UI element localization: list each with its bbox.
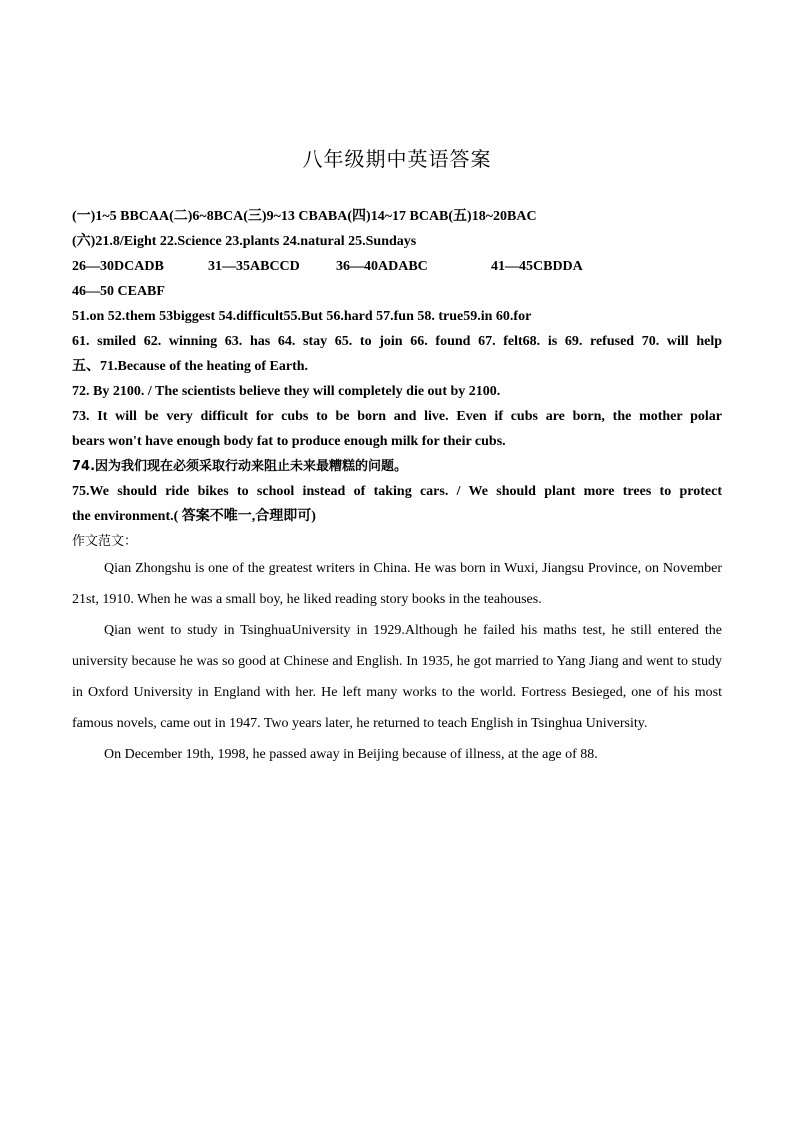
answer-31-35: 31—35ABCCD (208, 259, 300, 274)
answer-line-6: 61. smiled 62. winning 63. has 64. stay 65. to join 66. found 67. felt68. is 69. refused 70. will help (72, 334, 722, 349)
answer-line-4: 46—50 CEABF (72, 284, 165, 299)
model-essay (72, 553, 722, 770)
answer-line-7: 五、71.Because of the heating of Earth. (72, 359, 309, 374)
answer-line-5: 51.on 52.them 53biggest 54.difficult55.But 56.hard 57.fun 58. true59.in 60.for (72, 309, 532, 324)
page-title: 八年级期中英语答案 (302, 147, 492, 171)
answer-line-8: 72. By 2100. / The scientists believe they will completely die out by 2100. (72, 384, 501, 399)
answer-26-30: 26—30DCADB (72, 259, 164, 274)
answer-41-45: 41—45CBDDA (491, 259, 583, 274)
answer-36-40: 36—40ADABC (336, 259, 428, 274)
essay-paragraph-3: On December 19th, 1998, he passed away in Beijing because of illness, at the age of 88. (104, 747, 598, 762)
answer-line-1: (一)1~5 BBCAA(二)6~8BCA(三)9~13 CBABA(四)14~17 BCAB(五)18~20BAC (72, 209, 537, 224)
essay-paragraph-2: Qian went to study in TsinghuaUniversity in 1929.Although he failed his maths test, he still entered the university because he was so good at Chinese and English. In 1935, he got married to Yang Jiang and went to study in Oxford University in England with her. He left many works to the world. Fortress Besieged, one of his most famous novels, came out in 1947. Two years later, he returned to teach English in Tsinghua University. (72, 623, 722, 731)
answer-line-2: (六)21.8/Eight 22.Science 23.plants 24.natural 25.Sundays (72, 234, 417, 249)
answer-line-11: 74.因为我们现在必须采取行动来阻止未来最糟糕的问题。 (72, 459, 408, 474)
answer-line-13: the environment.( 答案不唯一,合理即可) (72, 509, 316, 524)
answer-line-10: bears won't have enough body fat to produce enough milk for their cubs. (72, 434, 506, 449)
answer-line-3 (72, 254, 722, 279)
answer-line-12: 75.We should ride bikes to school instead of taking cars. / We should plant more trees to protect (72, 484, 722, 499)
essay-paragraph-1: Qian Zhongshu is one of the greatest writers in China. He was born in Wuxi, Jiangsu Province, on November 21st, 1910. When he was a small boy, he liked reading story books in the teahouses. (72, 561, 722, 607)
essay-label: 作文范文： (72, 534, 138, 549)
answer-line-9: 73. It will be very difficult for cubs to be born and live. Even if cubs are born, the mother polar (72, 409, 722, 424)
answer-key (72, 204, 722, 554)
